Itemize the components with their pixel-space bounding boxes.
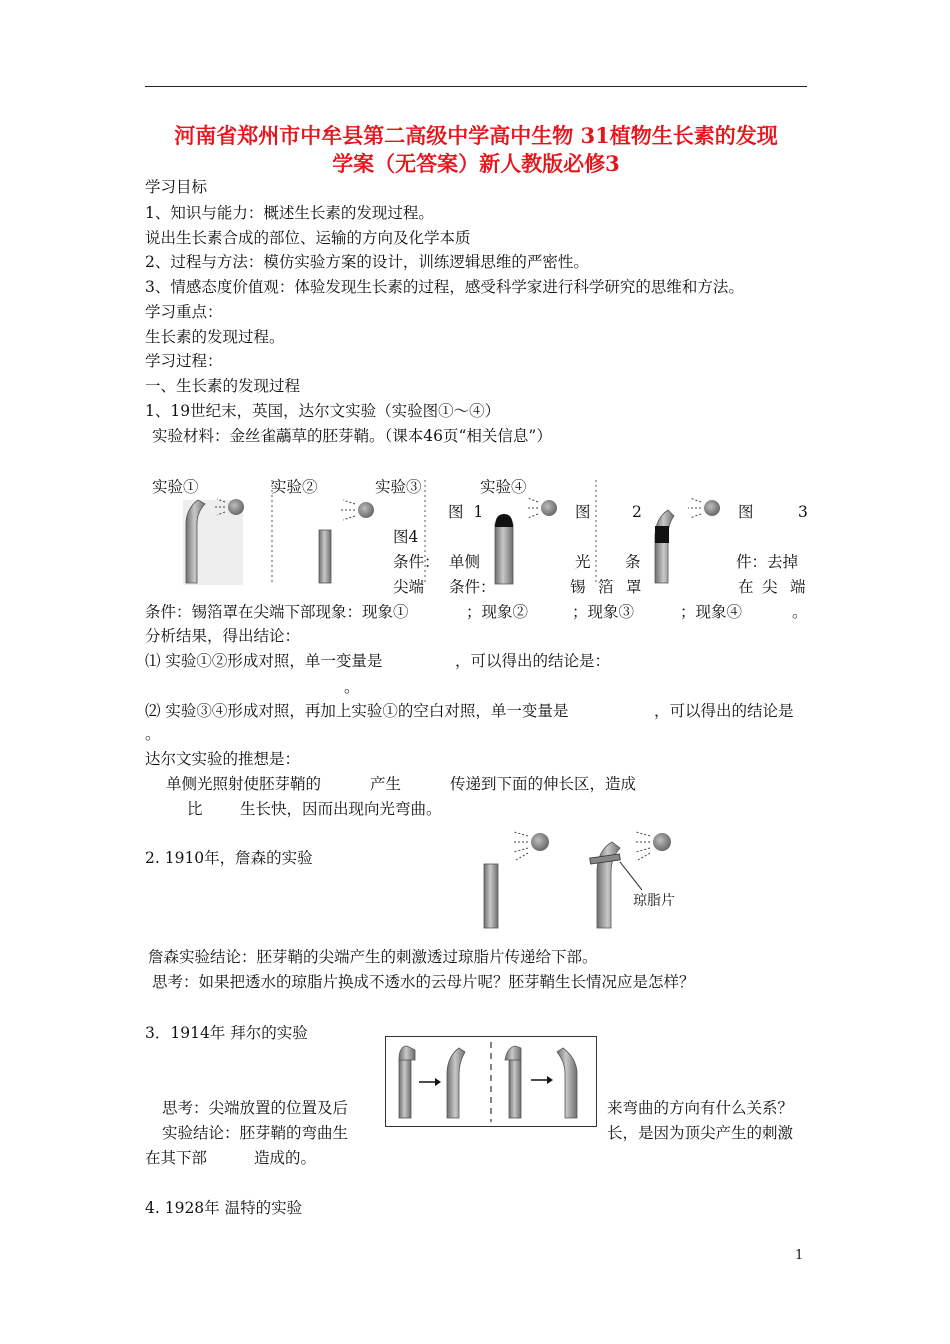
cond-row1-e: 件：去掉 bbox=[736, 553, 799, 571]
guess-1a: 单侧光照射使胚芽鞘的 bbox=[166, 775, 322, 793]
cond-row1-d: 条 bbox=[625, 553, 641, 571]
exp4-figure bbox=[655, 498, 720, 583]
fig4-caption: 图4 bbox=[393, 528, 419, 546]
objective-2: 2、过程与方法：模仿实验方案的设计，训练逻辑思维的严密性。 bbox=[145, 253, 589, 271]
exp2-label: 实验② bbox=[271, 478, 318, 496]
exp1-label: 实验① bbox=[152, 478, 199, 496]
conclusion-2b: ，可以得出的结论是 bbox=[654, 702, 794, 720]
cond-row3-e: 。 bbox=[792, 603, 808, 621]
analysis-heading: 分析结果，得出结论： bbox=[145, 627, 301, 645]
boysen-conclusion: 詹森实验结论：胚芽鞘的尖端产生的刺激透过琼脂片传递给下部。 bbox=[148, 948, 598, 966]
guess-2a: 比 bbox=[187, 800, 203, 818]
paal-concl-d: 造成的。 bbox=[254, 1149, 317, 1167]
paal-figure bbox=[385, 1036, 605, 1128]
fig3-caption-num: 3 bbox=[798, 503, 808, 521]
focus-heading: 学习重点： bbox=[145, 303, 223, 321]
agar-label: 琼脂片 bbox=[633, 893, 675, 909]
cond-row2-d: 箔 bbox=[598, 578, 614, 596]
conclusion-1b: ，可以得出的结论是： bbox=[455, 652, 611, 670]
focus-text: 生长素的发现过程。 bbox=[145, 328, 285, 346]
doc-title-line2: 学案（无答案）新人教版必修3 bbox=[332, 151, 620, 176]
exp4-label: 实验④ bbox=[480, 478, 527, 496]
exp1-figure bbox=[183, 499, 244, 585]
fig3-caption-prefix: 图 bbox=[738, 503, 754, 521]
guess-1b: 产生 bbox=[370, 775, 402, 793]
guess-1c: 传递到下面的伸长区，造成 bbox=[450, 775, 637, 793]
conclusion-2a: ⑵ 实验③④形成对照，再加上实验①的空白对照，单一变量是 bbox=[145, 702, 569, 720]
objective-3: 3、情感态度价值观：体验发现生长素的过程，感受科学家进行科学研究的思维和方法。 bbox=[145, 278, 744, 296]
page-number: 1 bbox=[795, 1248, 804, 1263]
went-heading: 4. 1928年 温特的实验 bbox=[145, 1199, 303, 1217]
paal-concl-a: 实验结论：胚芽鞘的弯曲生 bbox=[162, 1124, 349, 1142]
cond-row3-c: ；现象③ bbox=[572, 603, 635, 621]
paal-heading: 3．1914年 拜尔的实验 bbox=[145, 1024, 308, 1042]
objective-1b: 说出生长素合成的部位、运输的方向及化学本质 bbox=[145, 229, 471, 247]
cond-row3-a: 条件：锡箔罩在尖端下部现象：现象① bbox=[145, 603, 409, 621]
cond-row2-g: 尖 bbox=[762, 578, 778, 596]
cond-row2-e: 罩 bbox=[626, 578, 642, 596]
conclusion-1-end: 。 bbox=[344, 678, 360, 696]
cond-row1-a: 条件： bbox=[393, 553, 440, 571]
fig2-caption-num: 2 bbox=[632, 503, 642, 521]
cond-row2-b: 条件： bbox=[449, 578, 496, 596]
boysen-think: 思考：如果把透水的琼脂片换成不透水的云母片呢？胚芽鞘生长情况应是怎样？ bbox=[152, 973, 695, 991]
exp3-label: 实验③ bbox=[375, 478, 422, 496]
fig1-caption: 图 1 bbox=[448, 503, 484, 521]
cond-row3-b: ；现象② bbox=[466, 603, 529, 621]
cond-row3-d: ；现象④ bbox=[680, 603, 743, 621]
material-text: 实验材料：金丝雀虉草的胚芽鞘。（课本46页“相关信息”） bbox=[152, 427, 552, 445]
paal-think-a: 思考：尖端放置的位置及后 bbox=[162, 1099, 349, 1117]
conclusion-2-end: 。 bbox=[145, 725, 161, 743]
boysen-figure bbox=[0, 820, 950, 930]
cond-row1-c: 光 bbox=[575, 553, 591, 571]
guess-2b: 生长快，因而出现向光弯曲。 bbox=[240, 800, 442, 818]
objectives-heading: 学习目标 bbox=[145, 178, 208, 196]
boysen-agar bbox=[590, 832, 671, 928]
paal-concl-c: 在其下部 bbox=[145, 1149, 208, 1167]
paal-think-b: 来弯曲的方向有什么关系？ bbox=[607, 1099, 794, 1117]
process-heading: 学习过程： bbox=[145, 352, 223, 370]
doc-title-line1: 河南省郑州市中牟县第二高级中学高中生物 31植物生长素的发现 bbox=[174, 123, 778, 148]
header-rule bbox=[145, 86, 807, 87]
objective-1: 1、知识与能力：概述生长素的发现过程。 bbox=[145, 204, 434, 222]
paal-concl-b: 长，是因为顶尖产生的刺激 bbox=[607, 1124, 794, 1142]
section-1-heading: 一、生长素的发现过程 bbox=[145, 377, 301, 395]
conclusion-1a: ⑴ 实验①②形成对照，单一变量是 bbox=[145, 652, 383, 670]
cond-row2-c: 锡 bbox=[570, 578, 586, 596]
cond-row2-f: 在 bbox=[738, 578, 754, 596]
cond-row2-a: 尖端 bbox=[393, 578, 425, 596]
exp3-figure bbox=[495, 498, 557, 584]
darwin-guess-heading: 达尔文实验的推想是： bbox=[145, 750, 301, 768]
darwin-heading: 1、19世纪末，英国，达尔文实验（实验图①～④） bbox=[145, 402, 501, 420]
exp2-figure bbox=[319, 500, 374, 583]
cond-row1-b: 单侧 bbox=[449, 553, 481, 571]
fig2-caption-prefix: 图 bbox=[575, 503, 591, 521]
cond-row2-h: 端 bbox=[790, 578, 806, 596]
boysen-heading: 2. 1910年，詹森的实验 bbox=[145, 849, 313, 867]
boysen-control bbox=[484, 832, 549, 928]
